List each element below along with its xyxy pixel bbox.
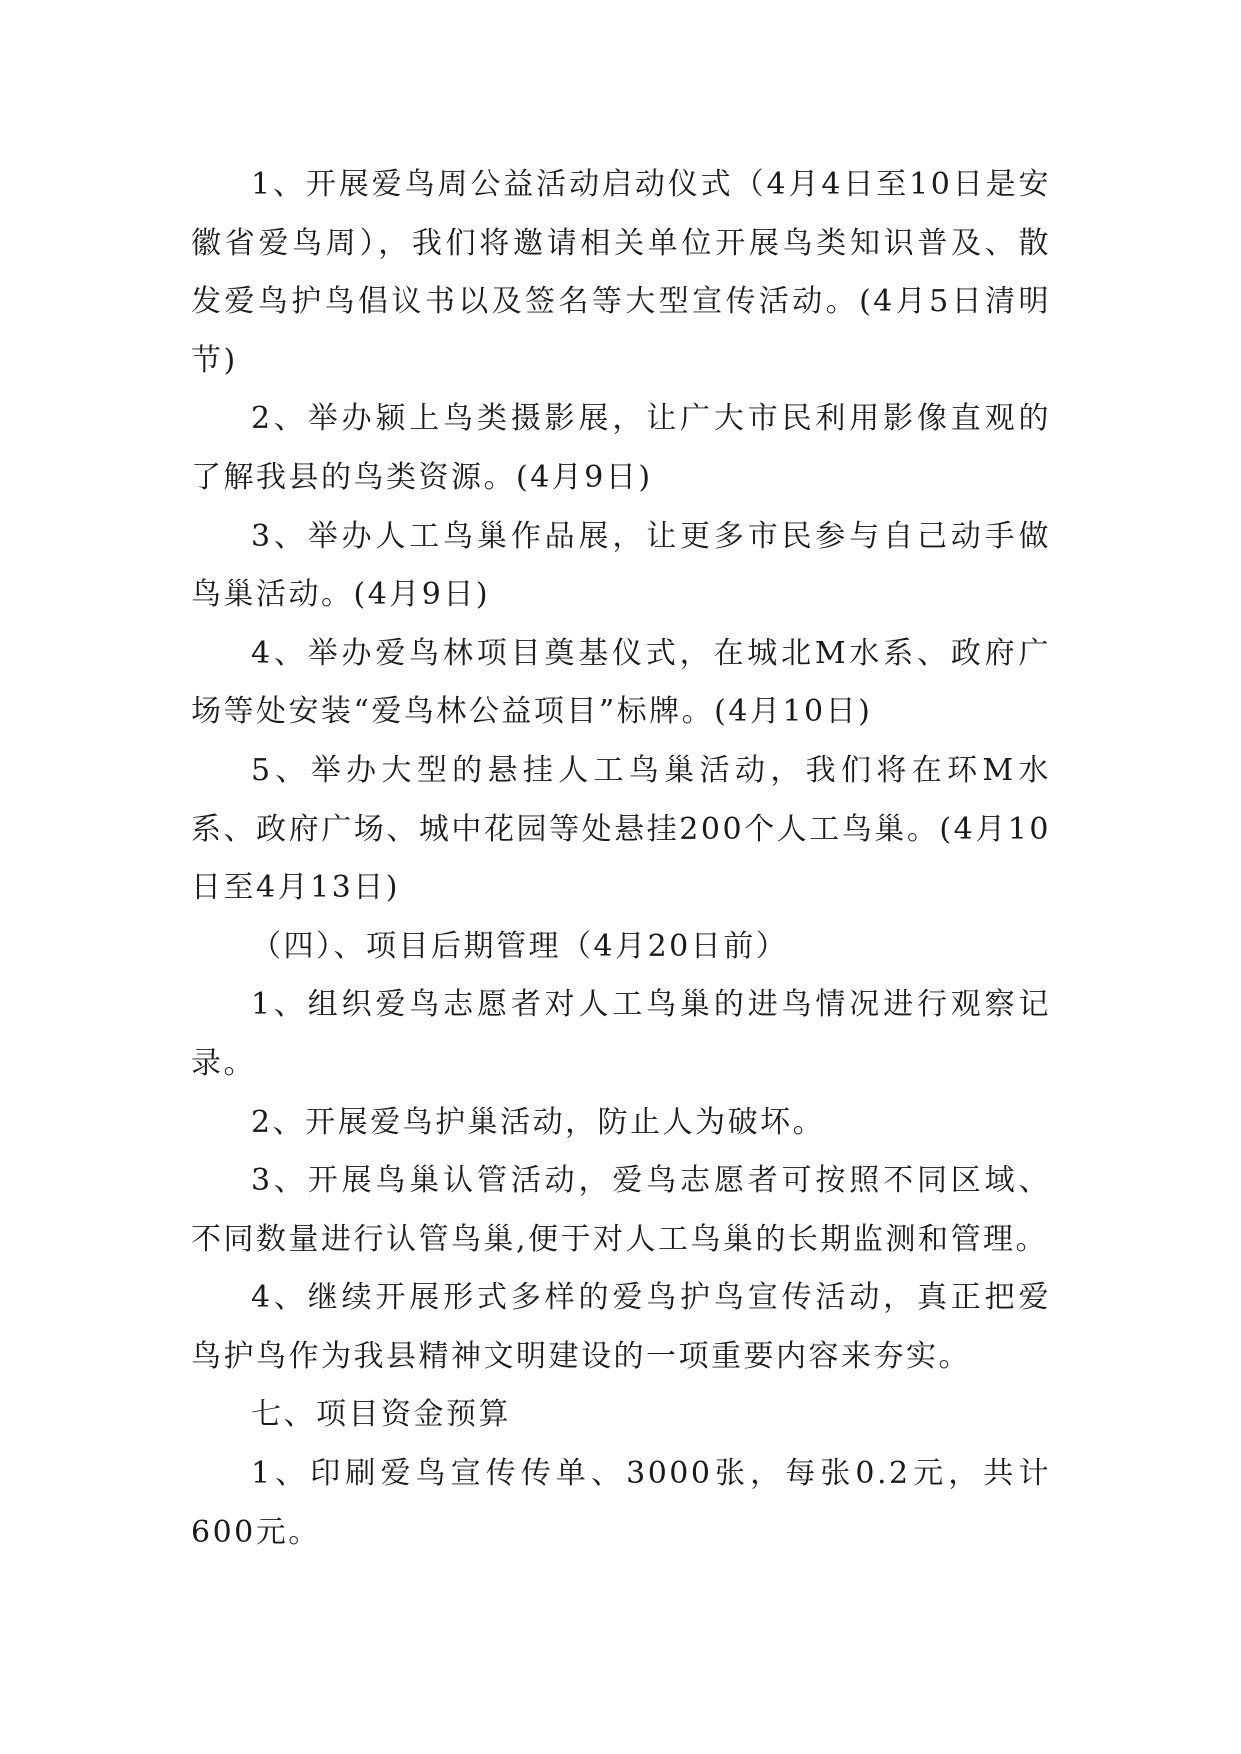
paragraph-photo-exhibition: 2、举办颍上鸟类摄影展，让广大市民利用影像直观的了解我县的鸟类资源。(4月9日) — [191, 401, 1051, 495]
document-body — [191, 156, 1051, 1562]
paragraph-nest-hanging: 5、举办大型的悬挂人工鸟巢活动，我们将在环M水系、政府广场、城中花园等处悬挂200个人工鸟巢。(4月10日至4月13日) — [191, 752, 1051, 906]
section-heading-post-management: （四）、项目后期管理（4月20日前） — [251, 928, 789, 964]
paragraph-observation-record: 1、组织爱鸟志愿者对人工鸟巢的进鸟情况进行观察记录。 — [191, 987, 1051, 1081]
paragraph-groundbreaking: 4、举办爱鸟林项目奠基仪式，在城北M水系、政府广场等处安装“爱鸟林公益项目”标牌。(4月10日) — [191, 635, 1051, 730]
paragraph-budget-flyers: 1、印刷爱鸟宣传传单、3000张，每张0.2元，共计600元。 — [191, 1456, 1051, 1550]
section-heading-budget: 七、项目资金预算 — [251, 1397, 511, 1433]
paragraph-nest-adoption: 3、开展鸟巢认管活动，爱鸟志愿者可按照不同区域、不同数量进行认管鸟巢,便于对人工鸟巢的长期监测和管理。 — [191, 1163, 1051, 1257]
paragraph-nest-exhibition: 3、举办人工鸟巢作品展，让更多市民参与自己动手做鸟巢活动。(4月9日) — [191, 518, 1051, 613]
paragraph-launch-ceremony: 1、开展爱鸟周公益活动启动仪式（4月4日至10日是安徽省爱鸟周），我们将邀请相关单位开展鸟类知识普及、散发爱鸟护鸟倡议书以及签名等大型宣传活动。(4月5日清明节) — [191, 167, 1051, 378]
paragraph-nest-protection: 2、开展爱鸟护巢活动，防止人为破坏。 — [251, 1104, 826, 1140]
paragraph-ongoing-publicity: 4、继续开展形式多样的爱鸟护鸟宣传活动，真正把爱鸟护鸟作为我县精神文明建设的一项重要内容来夯实。 — [191, 1280, 1051, 1374]
